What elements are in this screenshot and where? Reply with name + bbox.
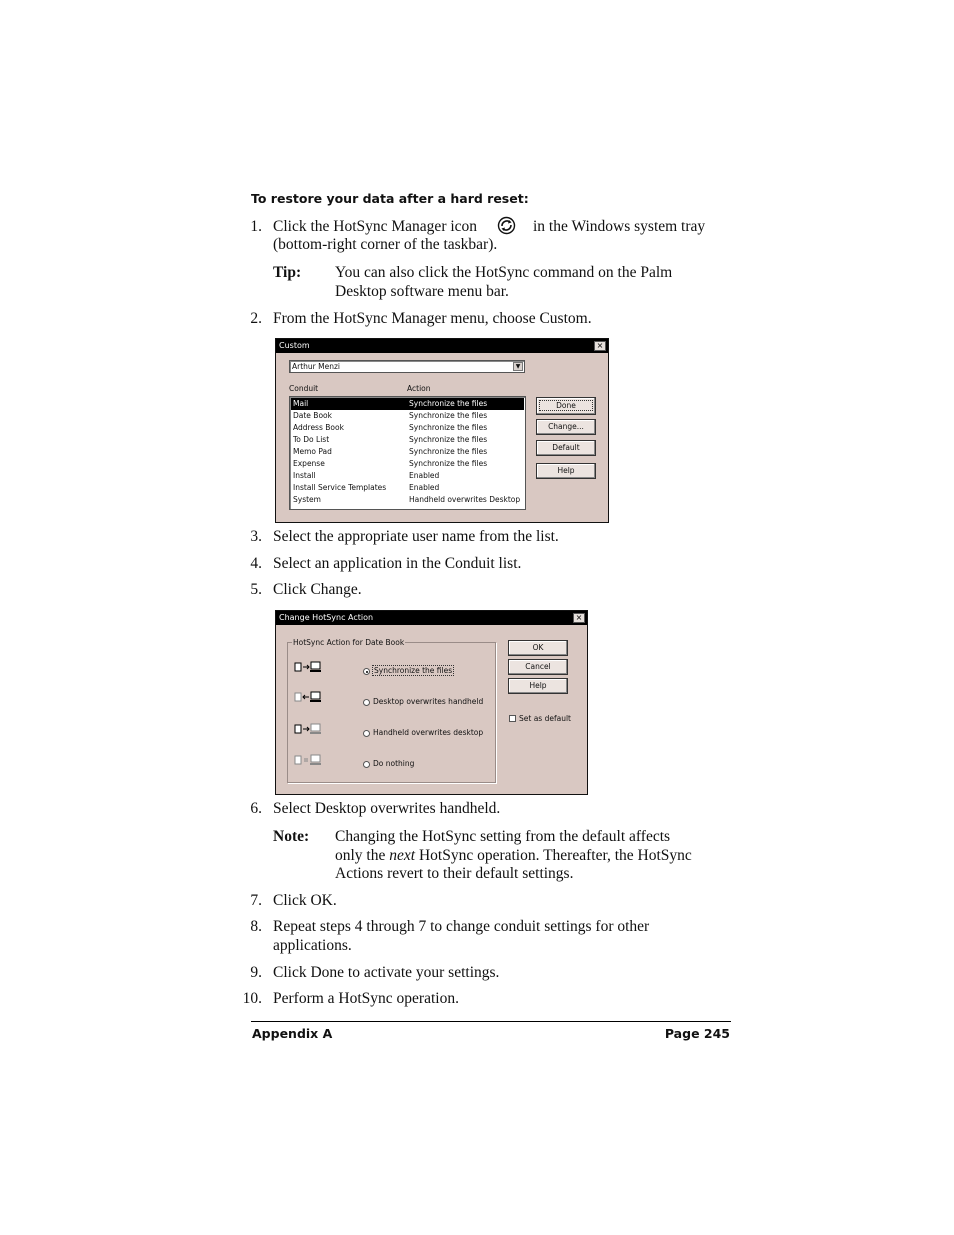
step-text: (bottom-right corner of the taskbar). xyxy=(273,236,498,253)
conduit-action: Enabled xyxy=(409,483,440,492)
list-item[interactable] xyxy=(291,422,524,434)
step-number: 5. xyxy=(250,581,262,598)
custom-dialog xyxy=(275,338,609,523)
help-button[interactable]: Help xyxy=(536,463,596,479)
step-text: Click Done to activate your settings. xyxy=(273,964,500,981)
step-number: 2. xyxy=(250,310,262,327)
conduit-action: Enabled xyxy=(409,471,440,480)
conduit-action: Synchronize the files xyxy=(409,423,488,432)
conduit-action: Handheld overwrites Desktop xyxy=(409,495,521,504)
step-text: applications. xyxy=(273,937,352,954)
action-column-header: Action xyxy=(407,384,431,393)
list-item[interactable] xyxy=(291,446,524,458)
tip-label: Tip: xyxy=(273,264,302,281)
list-item[interactable] xyxy=(291,458,524,470)
cancel-button[interactable]: Cancel xyxy=(508,659,568,675)
conduit-name: Mail xyxy=(293,399,309,408)
dialog-title: Custom xyxy=(276,339,608,353)
step-text: From the HotSync Manager menu, choose Custom. xyxy=(273,310,592,327)
conduit-action: Synchronize the files xyxy=(409,435,488,444)
step-text: Perform a HotSync operation. xyxy=(273,990,459,1007)
chevron-down-icon[interactable]: ▼ xyxy=(513,362,523,371)
do-nothing-radio[interactable] xyxy=(363,761,370,768)
change-button[interactable]: Change... xyxy=(536,419,596,435)
set-default-checkbox[interactable] xyxy=(509,715,516,722)
note-text-part: only the xyxy=(335,847,386,864)
page-number: Page 245 xyxy=(664,1026,730,1041)
list-item[interactable] xyxy=(291,482,524,494)
conduit-action: Synchronize the files xyxy=(409,399,488,408)
conduit-name: Install xyxy=(293,471,316,480)
ok-button[interactable]: OK xyxy=(508,640,568,656)
conduit-column-header: Conduit xyxy=(289,384,319,393)
list-item[interactable] xyxy=(291,494,524,506)
note-label: Note: xyxy=(273,828,310,845)
step-number: 1. xyxy=(250,218,262,235)
set-default-label[interactable]: Set as default xyxy=(519,714,571,723)
conduit-name: Install Service Templates xyxy=(293,483,387,492)
conduit-action: Synchronize the files xyxy=(409,459,488,468)
conduit-name: Expense xyxy=(293,459,325,468)
note-text: Changing the HotSync setting from the default affects xyxy=(335,828,671,845)
step-number: 3. xyxy=(250,528,262,545)
note-text-part: HotSync operation. Thereafter, the HotSync xyxy=(418,847,692,864)
done-button[interactable] xyxy=(536,397,596,415)
step-text: in the Windows system tray xyxy=(533,218,706,235)
section-heading: To restore your data after a hard reset: xyxy=(251,191,529,206)
step-text: Select the appropriate user name from the list. xyxy=(273,528,559,545)
handheld-overwrites-radio[interactable] xyxy=(363,730,370,737)
user-select[interactable] xyxy=(289,360,525,373)
do-nothing-label[interactable]: Do nothing xyxy=(373,759,415,768)
conduit-list[interactable] xyxy=(289,396,526,510)
step-number: 9. xyxy=(250,964,262,981)
conduit-name: To Do List xyxy=(293,435,330,444)
hotsync-icon xyxy=(497,216,516,240)
step-text: Select Desktop overwrites handheld. xyxy=(273,800,501,817)
done-button-label: Done xyxy=(539,400,593,411)
user-select-value: Arthur Menzi xyxy=(292,362,340,371)
close-icon[interactable]: × xyxy=(594,341,606,351)
desktop-to-handheld-icon xyxy=(294,691,322,705)
list-item[interactable] xyxy=(291,470,524,482)
default-button[interactable]: Default xyxy=(536,440,596,456)
tip-text: Desktop software menu bar. xyxy=(335,283,509,300)
conduit-action: Synchronize the files xyxy=(409,447,488,456)
conduit-name: Memo Pad xyxy=(293,447,332,456)
list-item[interactable] xyxy=(291,410,524,422)
change-hotsync-dialog xyxy=(275,610,588,795)
step-text: Click OK. xyxy=(273,892,337,909)
desktop-overwrites-label[interactable]: Desktop overwrites handheld xyxy=(373,697,484,706)
step-number: 4. xyxy=(250,555,262,572)
sync-both-icon xyxy=(294,661,322,675)
step-number: 7. xyxy=(250,892,262,909)
sync-option-label[interactable] xyxy=(372,666,454,675)
step-text: Click the HotSync Manager icon xyxy=(273,218,478,235)
desktop-overwrites-radio[interactable] xyxy=(363,699,370,706)
footer-left: Appendix A xyxy=(252,1026,333,1041)
group-title: HotSync Action for Date Book xyxy=(293,638,405,647)
sync-radio[interactable] xyxy=(363,668,370,675)
step-text: Click Change. xyxy=(273,581,362,598)
do-nothing-icon xyxy=(294,754,322,768)
note-emphasis: next xyxy=(389,847,416,864)
conduit-action: Synchronize the files xyxy=(409,411,488,420)
step-number: 6. xyxy=(250,800,262,817)
note-text: Actions revert to their default settings. xyxy=(335,865,574,882)
list-item[interactable] xyxy=(291,398,524,410)
footer-rule xyxy=(251,1021,731,1022)
dialog-title: Change HotSync Action xyxy=(276,611,587,625)
sync-label-text: Synchronize the files xyxy=(374,666,453,675)
list-item[interactable] xyxy=(291,434,524,446)
step-text: Repeat steps 4 through 7 to change conduit settings for other xyxy=(273,918,650,935)
step-number: 10. xyxy=(242,990,262,1007)
handheld-to-desktop-icon xyxy=(294,723,322,737)
conduit-name: Address Book xyxy=(293,423,344,432)
note-text xyxy=(335,846,692,865)
handheld-overwrites-label[interactable]: Handheld overwrites desktop xyxy=(373,728,484,737)
conduit-name: System xyxy=(293,495,321,504)
step-number: 8. xyxy=(250,918,262,935)
conduit-name: Date Book xyxy=(293,411,332,420)
close-icon[interactable]: × xyxy=(573,613,585,623)
step-text: Select an application in the Conduit list. xyxy=(273,555,522,572)
help-button[interactable]: Help xyxy=(508,678,568,694)
tip-text: You can also click the HotSync command on the Palm xyxy=(335,264,673,281)
